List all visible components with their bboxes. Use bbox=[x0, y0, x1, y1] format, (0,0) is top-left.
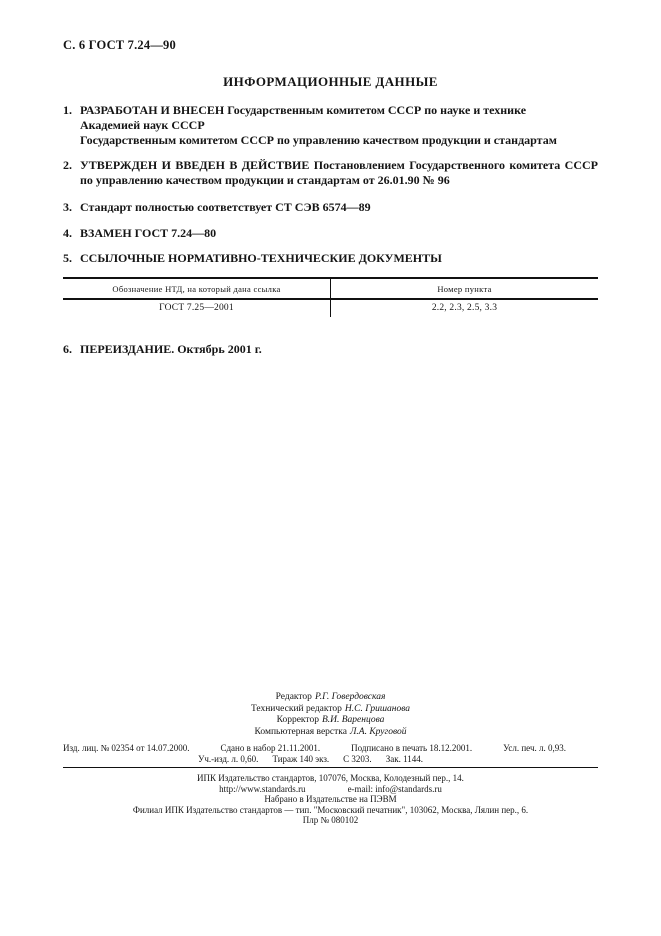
table-cell-punkt: 2.2, 2.3, 2.5, 3.3 bbox=[431, 303, 498, 313]
imprint-order-number: Зак. 1144. bbox=[385, 754, 423, 764]
credit-name: В.И. Варенцова bbox=[321, 715, 385, 725]
publisher-branch: Филиал ИПК Издательство стандартов — тип. "Московский печатник", 103062, Москва, Лялин пер., 6. bbox=[132, 804, 529, 815]
item-line: Государственным комитетом СССР по управлению качеством продукции и стандартам bbox=[80, 133, 557, 147]
publisher-website: http://www.standards.ru bbox=[219, 783, 306, 794]
item-number: 2. bbox=[63, 158, 72, 172]
credit-role: Технический редактор bbox=[250, 703, 342, 714]
list-item-4 bbox=[63, 226, 598, 241]
item-text: ВЗАМЕН ГОСТ 7.24—80 bbox=[80, 226, 217, 240]
imprint-line-2 bbox=[43, 754, 578, 765]
imprint-line-1 bbox=[63, 743, 598, 754]
item-number: 6. bbox=[63, 342, 72, 356]
footer-divider bbox=[63, 767, 598, 768]
item-text: ССЫЛОЧНЫЕ НОРМАТИВНО-ТЕХНИЧЕСКИЕ ДОКУМЕНТЫ bbox=[80, 251, 442, 265]
imprint-typeset-date: Сдано в набор 21.11.2001. bbox=[220, 743, 321, 753]
credit-name: Р.Г. Говердовская bbox=[314, 692, 386, 702]
item-line: РАЗРАБОТАН И ВНЕСЕН Государственным комитетом СССР по науке и технике bbox=[80, 103, 527, 117]
item-number: 5. bbox=[63, 251, 72, 265]
table-header-punkt: Номер пункта bbox=[331, 278, 599, 299]
imprint-pub-sheets: Уч.-изд. л. 0,60. bbox=[198, 754, 259, 764]
credit-name: Л.А. Круговой bbox=[349, 726, 407, 737]
imprint-print-date: Подписано в печать 18.12.2001. bbox=[351, 743, 473, 753]
imprint-circulation: Тираж 140 экз. bbox=[272, 754, 330, 764]
credit-corrector bbox=[63, 715, 598, 727]
item-line: Академией наук СССР bbox=[80, 118, 205, 132]
list-item-1 bbox=[63, 103, 598, 148]
table-row bbox=[63, 299, 598, 317]
list-item-3 bbox=[63, 200, 598, 215]
item-number: 4. bbox=[63, 226, 72, 240]
publisher-plr-number: Плр № 080102 bbox=[302, 815, 359, 825]
item-number: 1. bbox=[63, 103, 72, 117]
publisher-email: e-mail: info@standards.ru bbox=[347, 783, 442, 794]
publisher-address: ИПК Издательство стандартов, 107076, Москва, Колодезный пер., 14. bbox=[197, 773, 464, 783]
item-text bbox=[80, 103, 598, 148]
credits-block bbox=[63, 692, 598, 738]
list-item-2 bbox=[63, 158, 598, 188]
list-item-6 bbox=[63, 342, 598, 357]
item-text: УТВЕРЖДЕН И ВВЕДЕН В ДЕЙСТВИЕ Постановлением Государственного комитета СССР по управлению качеством продукции и стандартам от 26.01.90 № 96 bbox=[80, 158, 598, 187]
publisher-typeset-note: Набрано в Издательстве на ПЭВМ bbox=[264, 794, 397, 804]
table-cell-gost: ГОСТ 7.25—2001 bbox=[63, 299, 331, 317]
imprint-c-number: С 3203. bbox=[343, 754, 372, 764]
imprint-license: Изд. лиц. № 02354 от 14.07.2000. bbox=[63, 743, 190, 753]
item-number: 3. bbox=[63, 200, 72, 214]
publisher-contacts bbox=[63, 784, 598, 795]
running-header: С. 6 ГОСТ 7.24—90 bbox=[63, 38, 176, 52]
page-title: ИНФОРМАЦИОННЫЕ ДАННЫЕ bbox=[223, 74, 438, 89]
credit-role: Корректор bbox=[276, 715, 319, 725]
item-text: Стандарт полностью соответствует СТ СЭВ 6574—89 bbox=[80, 200, 371, 214]
page-content bbox=[63, 0, 598, 357]
credit-role: Компьютерная верстка bbox=[254, 726, 347, 737]
credit-layout bbox=[63, 727, 598, 739]
item-text: ПЕРЕИЗДАНИЕ. Октябрь 2001 г. bbox=[80, 342, 262, 356]
imprint-print-sheets: Усл. печ. л. 0,93. bbox=[503, 743, 566, 753]
credit-role: Редактор bbox=[275, 692, 312, 702]
credit-editor bbox=[63, 692, 598, 704]
references-table bbox=[63, 277, 598, 317]
table-header-ntd: Обозначение НТД, на который дана ссылка bbox=[63, 278, 331, 299]
colophon bbox=[63, 692, 598, 826]
list-item-5 bbox=[63, 251, 598, 266]
credit-name: Н.С. Гришанова bbox=[344, 703, 411, 714]
table-header-row bbox=[63, 278, 598, 299]
credit-technical-editor bbox=[63, 704, 598, 716]
